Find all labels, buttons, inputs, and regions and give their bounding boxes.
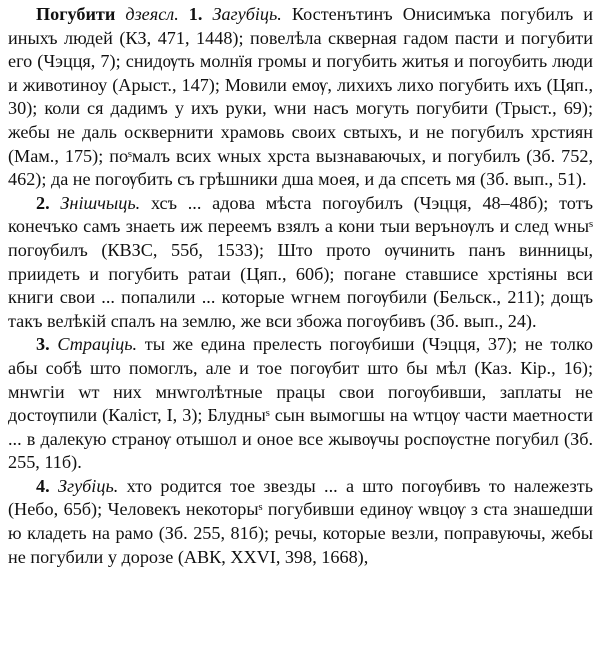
grammar-label: дзеясл. <box>125 4 179 24</box>
sense-gloss: Згубіць. <box>57 475 119 496</box>
sense-citations: хсъ ... адова мѣста погоубилъ (Чэцця, 48–48б); тотъ конечъко самъ знаеть иж переемъ взялъ а кони тыи верънѹлъ и след wныˢ погѹбилъ (КВЗС, 55б, 1533); Што прото ѹчинить панъ винницы, приидеть и погубить ратаи (Цяп., 60б); погане ставшисе хрстіяны вси книги свои ... попалили ... которые wгнем погѹбили (Бельск., 211); дощъ такъ велѣкій спалъ на землю, же вси збожа погѹбивъ (Зб. вып., 24). <box>8 192 593 331</box>
sense-number: 3. <box>36 334 50 355</box>
sense-number: 1. <box>188 4 203 24</box>
headword: Погубити <box>36 4 116 24</box>
sense-gloss: Страціць. <box>57 334 138 355</box>
sense-citations: Костенътинъ Онисимъка погубилъ и иныхъ людей (КЗ, 471, 1448); повелѣла скверная гадом пасти и погубити его (Чэцця, 7); снидѹть молнїя громы и погубить житья и погоубить люди и животиноу (Арыст., 147); Мовили емѹ, лихихъ лихо погубить ихъ (Цяп., 30); коли ся дадимъ у ихъ руки, wни насъ могуть погубити (Трыст., 69); жебы не даль осквернити храмовь своих свтыхъ, и не погубилъ хрстиян (Мам., 175); поˢмалъ всих wных хрста вызнаваючых, и погубилъ (Зб. 752, 462); да не погѹбить съ грѣшники дша моея, и да спсеть мя (Зб. вып., 51). <box>8 4 594 190</box>
sense-number: 2. <box>36 192 50 213</box>
sense-citations: хто родится тое звезды ... а што погѹбивъ то належезть (Небо, 65б); Человекъ некоторыˢ погубивши единѹ wвцѹ з ста знашедши ю кладеть на рамо (Зб. 255, 81б); речы, которые везли, поправуючы, жебы не погубили у дорозе (АВК, XXVI, 398, 1668), <box>8 475 594 567</box>
entry-sense-1 <box>8 3 593 192</box>
sense-gloss: Загубіць. <box>212 4 282 24</box>
entry-sense-3 <box>8 333 593 475</box>
sense-gloss: Знішчыць. <box>60 192 141 213</box>
sense-number: 4. <box>36 475 50 496</box>
sense-citations: ты же едина прелесть погѹбиши (Чэцця, 37); не толко абы собѣ што помоглъ, але и тое погѹбит што бы мѣл (Каз. Кір., 16); мнwгiи wт них мнwголѣтные працы свои погѹбивши, заплаты не достѹпили (Каліст, I, 3); Блудныˢ сын вымогшы на wтцѹ части маетности ... в далекую странѹ отышол и оное все жывѹчы роспѹстне погубил (Зб. 255, 11б). <box>8 334 594 473</box>
entry-sense-4 <box>8 475 593 569</box>
entry-sense-2 <box>8 192 593 334</box>
